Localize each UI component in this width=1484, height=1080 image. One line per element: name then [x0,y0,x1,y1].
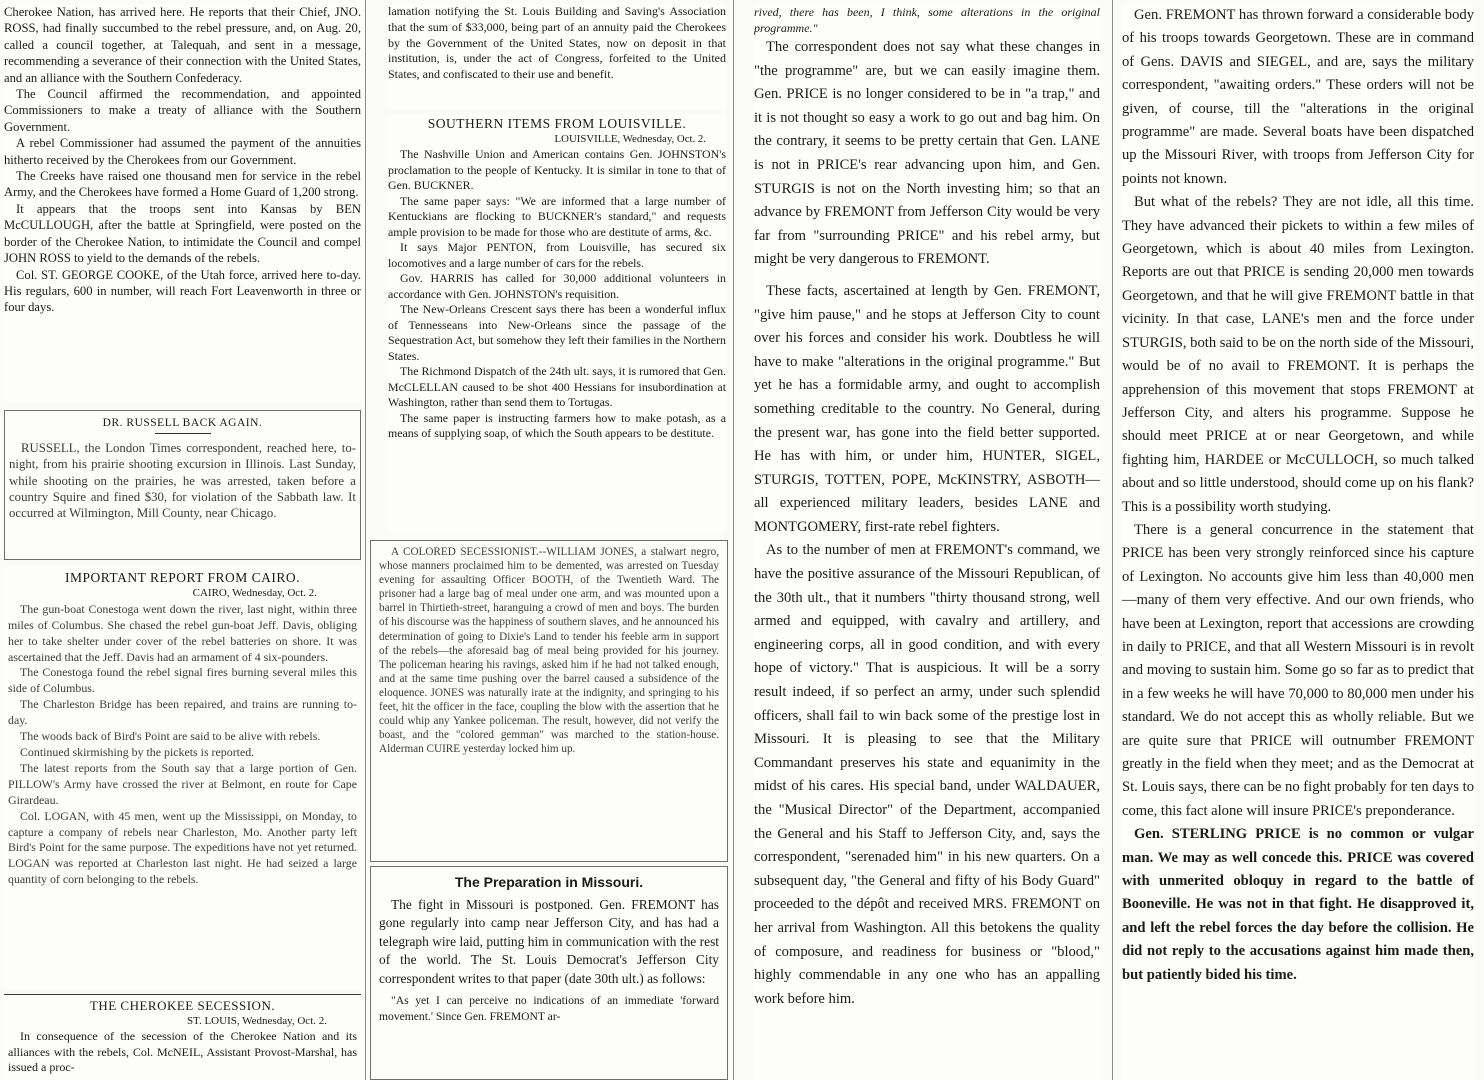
article-paragraph: Col. LOGAN, with 45 men, went up the Mississippi, on Monday, to capture a company of rebels near Charleston, Mo. Another party left Bird's Point for the same purpose. The expeditions have not yet returned. LOGAN was reported at Charleston last night. He had seized a large quantity of corn belonging to the rebels. [8,808,357,887]
article-paragraph: The New-Orleans Crescent says there has been a wonderful influx of Tennesseans into New-Orleans since the passage of the Sequestration Act, but somehow they left their families in the Northern States. [388,302,726,363]
column-1 [4,0,361,1080]
preparation-in-missouri-clipping [370,866,728,1080]
article-paragraph: "As yet I can perceive no indications of an immediate 'forward movement.' Since Gen. FREMONT ar- [379,993,719,1023]
article-paragraph: The same paper is instructing farmers how to make potash, as a means of supplying soap, of which the South appears to be destitute. [388,410,726,440]
article-paragraph: A rebel Commissioner had assumed the payment of the annuities hitherto received by the Cherokees from our Government. [4,136,361,167]
column-3 [742,0,1108,1080]
article-paragraph: Gen. FREMONT has thrown forward a considerable body of his troops towards Georgetown. These are in command of Gens. DAVIS and SIEGEL, and are, says the military correspondent, "awaiting orders." These orders will not be given, of course, till the "alterations in the original programme" are made. Several boats have been dispatched up the Missouri River, with troops from Jefferson City for points not known. [1122,7,1474,187]
article-paragraph: Col. ST. GEORGE COOKE, of the Utah force, arrived here to-day. His regulars, 600 in number, will reach Fort Leavenworth in three or four days. [4,267,361,315]
article-paragraph: It says Major PENTON, from Louisville, has secured six locomotives and a large number of cars for the rebels. [388,240,726,270]
article-paragraph: As to the number of men at FREMONT's command, we have the positive assurance of the Missouri Republican, of the 30th ult., that it numbers "thirty thousand strong, well armed and equipped, with cavalry and artillery, and engineering corps, all in good condition, and with every hope of victory." That is auspicious. It will be a sorry result indeed, if so perfect an army, under such splendid officers, shall fail to win back some of the prestige lost in Missouri. It is pleasing to see that the Military Commandant preserves his state and equanimity in the midst of his cares. His special band, under WALDAUER, the "Musical Director" of the Department, accompanied the General and his Staff to Jefferson City, and, says the correspondent, "serenaded him" in his new quarters. On a subsequent day, "the General and fifty of his Body Guard" proceeded to the dépôt and received MRS. FREMONT on her arrival from Washington. All this betokens the quality of composure, and readiness for business or "blood," highly commendable in any one who has an appalling work before him. [754,542,1100,1007]
article-paragraph: The Creeks have raised one thousand men for service in the rebel Army, and the Cherokees have formed a Home Guard of 1,200 strong. [4,169,361,200]
article-heading: DR. RUSSELL BACK AGAIN. [102,417,263,429]
article-paragraph: There is a general concurrence in the statement that PRICE has been very strongly reinforced since his capture of Lexington. No accounts give him less than 40,000 men—many of them very effective. And our own friends, who have been at Lexington, report that accessions are crowding in daily to PRICE, and that all Western Missouri is in revolt and moving to sustain him. Some go so far as to predict that in a few weeks he will have 70,000 to 80,000 men under his standard. We do not accept this as wholly reliable. But we are quite sure that PRICE will outnumber FREMONT greatly in the field when they meet; and as the Democrat at St. Louis says, there can be no fight probably for ten days to come, this fact alone will insure PRICE's preponderance. [1122,521,1474,819]
article-paragraph: The Richmond Dispatch of the 24th ult. says, it is rumored that Gen. McCLELLAN caused to be shot 400 Hessians for insubordination at Washington, rather than send them to Tortugas. [388,364,726,409]
article-paragraph: The Conestoga found the rebel signal fires burning several miles this side of Columbus. [8,665,357,696]
column-4 [1116,0,1480,1080]
column-rule [365,0,366,1080]
article-paragraph: The correspondent does not say what these changes in "the programme" are, but we can easily imagine them. Gen. PRICE is no longer considered to be in "a trap," and it is not thought so easy a work to go out and bag him. On the contrary, it seems to be pretty certain that Gen. LANE is not in PRICE's rear advancing upon him, and Gen. STURGIS is not on the North investing him; so that an advance by FREMONT from Jefferson City would be very far from "surrounding PRICE" and his rebel army, but might be very dangerous to FREMONT. [754,39,1100,268]
article-paragraph: But what of the rebels? They are not idle, all this time. They have advanced their pickets to within a few miles of Georgetown, which is about 40 miles from Lexington. Reports are out that PRICE is sending 20,000 men towards Georgetown, and that he will give FREMONT battle in that vicinity. In that case, LANE's men and the force under STURGIS, both said to be on the north side of the Missouri, would be of no avail to FREMONT. It is perhaps the apprehension of this movement that stops FREMONT at Jefferson City, and alters his programme. Suppose he should meet PRICE at or near Georgetown, and while fighting him, HARDEE or McCULLOCH, so much talked about and so little understood, should come up on his flank? This is a possibility worth studying. [1122,194,1474,515]
article-heading: THE CHEROKEE SECESSION. [89,998,276,1013]
article-heading: SOUTHERN ITEMS FROM LOUISVILLE. [427,116,687,131]
article-paragraph: The gun-boat Conestoga went down the river, last night, within three miles of Columbus. She chased the rebel gun-boat Jeff. Davis, obliging her to take shelter under cover of the rebel batteries on shore. It was ascertained that the Jeff. Davis had an armament of 4 six-pounders. [8,601,357,664]
article-heading: The Preparation in Missouri. [454,874,644,890]
dateline: ST. LOUIS, Wednesday, Oct. 2. [186,1014,327,1027]
article-paragraph: Cherokee Nation, has arrived here. He reports that their Chief, JNO. ROSS, had finally succumbed to the rebel pressure, and, on Aug. 20, called a council together, at Talequah, and sent in a message, recommending a severance of their connection with the United States, and an alliance with the Southern Confederacy. [4,5,361,85]
dateline: CAIRO, Wednesday, Oct. 2. [192,586,317,599]
louisville-items-clipping [388,114,726,532]
article-paragraph: In consequence of the secession of the Cherokee Nation and its alliances with the rebels, Col. McNEIL, Assistant Provost-Marshal, has issued a proc- [8,1029,357,1074]
article-heading: IMPORTANT REPORT FROM CAIRO. [64,570,301,585]
article-paragraph: The Charleston Bridge has been repaired, and trains are running to-day. [8,697,357,728]
russell-article-clipping [4,410,361,560]
dateline: LOUISVILLE, Wednesday, Oct. 2. [554,132,706,145]
article-paragraph: Continued skirmishing by the pickets is reported. [20,744,255,759]
article-paragraph: The latest reports from the South say that a large portion of Gen. PILLOW's Army have crossed the river at Belmont, en route for Cape Girardeau. [8,760,357,807]
cherokee-secession-clipping [4,994,361,1080]
article-paragraph: Gov. HARRIS has called for 30,000 additional volunteers in accordance with Gen. JOHNSTON's requisition. [388,271,726,301]
article-paragraph: The Council affirmed the recommendation, and appointed Commissioners to make a treaty of alliance with the Southern Government. [4,87,361,134]
article-paragraph: The woods back of Bird's Point are said to be alive with rebels. [20,729,321,744]
article-paragraph: A COLORED SECESSIONIST.--WILLIAM JONES, a stalwart negro, whose manners proclaimed him to be demented, was arrested on Tuesday evening for assaulting Officer BOOTH, of the Twentieth Ward. The prisoner had a large bag of meal under one arm, and was mounted upon a barrel in Thirtieth-street, haranguing a crowd of men and boys. The burden of his discourse was the happiness of southern slaves, and he announced his determination of going to Dixie's Land to tender his feeble arm in support of the rebels—the aforesaid bag of meal being provided for his journey. The policeman hearing his ravings, asked him if he had not talked enough, and at the same time pushing over the barrel caused a subsidence of the eloquence. JONES was naturally irate at the indignity, and springing to his feet, hit the officer in the face, coupling the blow with the assertion that he could whip any Yankee policeman. The result, however, did not verify the boast, and the "colored gemman" was marched to the station-house. Alderman CUIRE yesterday locked him up. [379,546,719,756]
article-paragraph: It appears that the troops sent into Kansas by BEN McCULLOUGH, after the battle at Springfield, were posted on the border of the Cherokee Nation, to intimidate the Council and compel JOHN ROSS to yield to the demands of the rebels. [4,201,361,266]
column-rule [733,0,734,1080]
article-paragraph: lamation notifying the St. Louis Building and Saving's Association that the sum of $33,000, being part of an annuity paid the Cherokees by the Government of the United States, now on deposit in that institution, is, under the act of Congress, forfeited to the United States, and confiscated to their use and benefit. [388,4,726,82]
heading-rule [155,433,211,434]
article-paragraph: RUSSELL, the London Times correspondent, reached here, to-night, from his prairie shooting excursion in Illinois. Last Sunday, while shooting on the prairies, he was arrested, taken before a country Squire and fined $30, for violation of the Sabbath law. It occurred at Wilmington, Mill County, near Chicago. [9,441,356,521]
article-paragraph: These facts, ascertained at length by Gen. FREMONT, "give him pause," and he stops at Jefferson City to count over his forces and consider his work. Doubtless he will have to make "alterations in the original programme." But yet he has a formidable army, and ought to accomplish something creditable to the country. No General, during the present war, has gone into the field better supported. He has with him, or under him, HUNTER, SIGEL, STURGIS, TOTTEN, POPE, McKINSTRY, ASBOTH—all experienced military leaders, besides LANE and MONTGOMERY, first-rate rebel fighters. [754,282,1100,535]
cairo-report-clipping [4,566,361,990]
column-2 [370,0,728,1080]
section-rule [4,994,361,995]
article-paragraph: The fight in Missouri is postponed. Gen. FREMONT has gone regularly into camp near Jefferson City, and has had a telegraph wire laid, putting him in communication with the rest of the world. The St. Louis Democrat's Jefferson City correspondent writes to that paper (date 30th ult.) as follows: [379,896,719,986]
article-paragraph: rived, there has been, I think, some alterations in the original programme." [754,5,1100,35]
colored-secessionist-clipping [370,540,728,862]
column-rule [1112,0,1113,1080]
proclamation-continuation-clipping [388,4,726,110]
cherokee-nation-report-clipping [4,4,361,402]
article-paragraph: The same paper says: "We are informed that a large number of Kentuckians are flocking to BUCKNER's standard," and requests ample provision to be made for those who are destitute of arms, &c. [388,193,726,239]
article-paragraph: Gen. STERLING PRICE is no common or vulgar man. We may as well concede this. PRICE was covered with unmerited obloquy in regard to the battle of Booneville. He was not in that fight. He disapproved it, and left the rebel forces the day before the collision. He did not reply to the accusations against him made then, but patiently bided his time. [1122,826,1474,983]
missouri-continuation-clipping [754,4,1100,1080]
fremont-georgetown-clipping [1122,4,1474,1080]
article-paragraph: The Nashville Union and American contains Gen. JOHNSTON's proclamation to the people of Kentucky. It is similar in tone to that of Gen. BUCKNER. [388,147,726,192]
